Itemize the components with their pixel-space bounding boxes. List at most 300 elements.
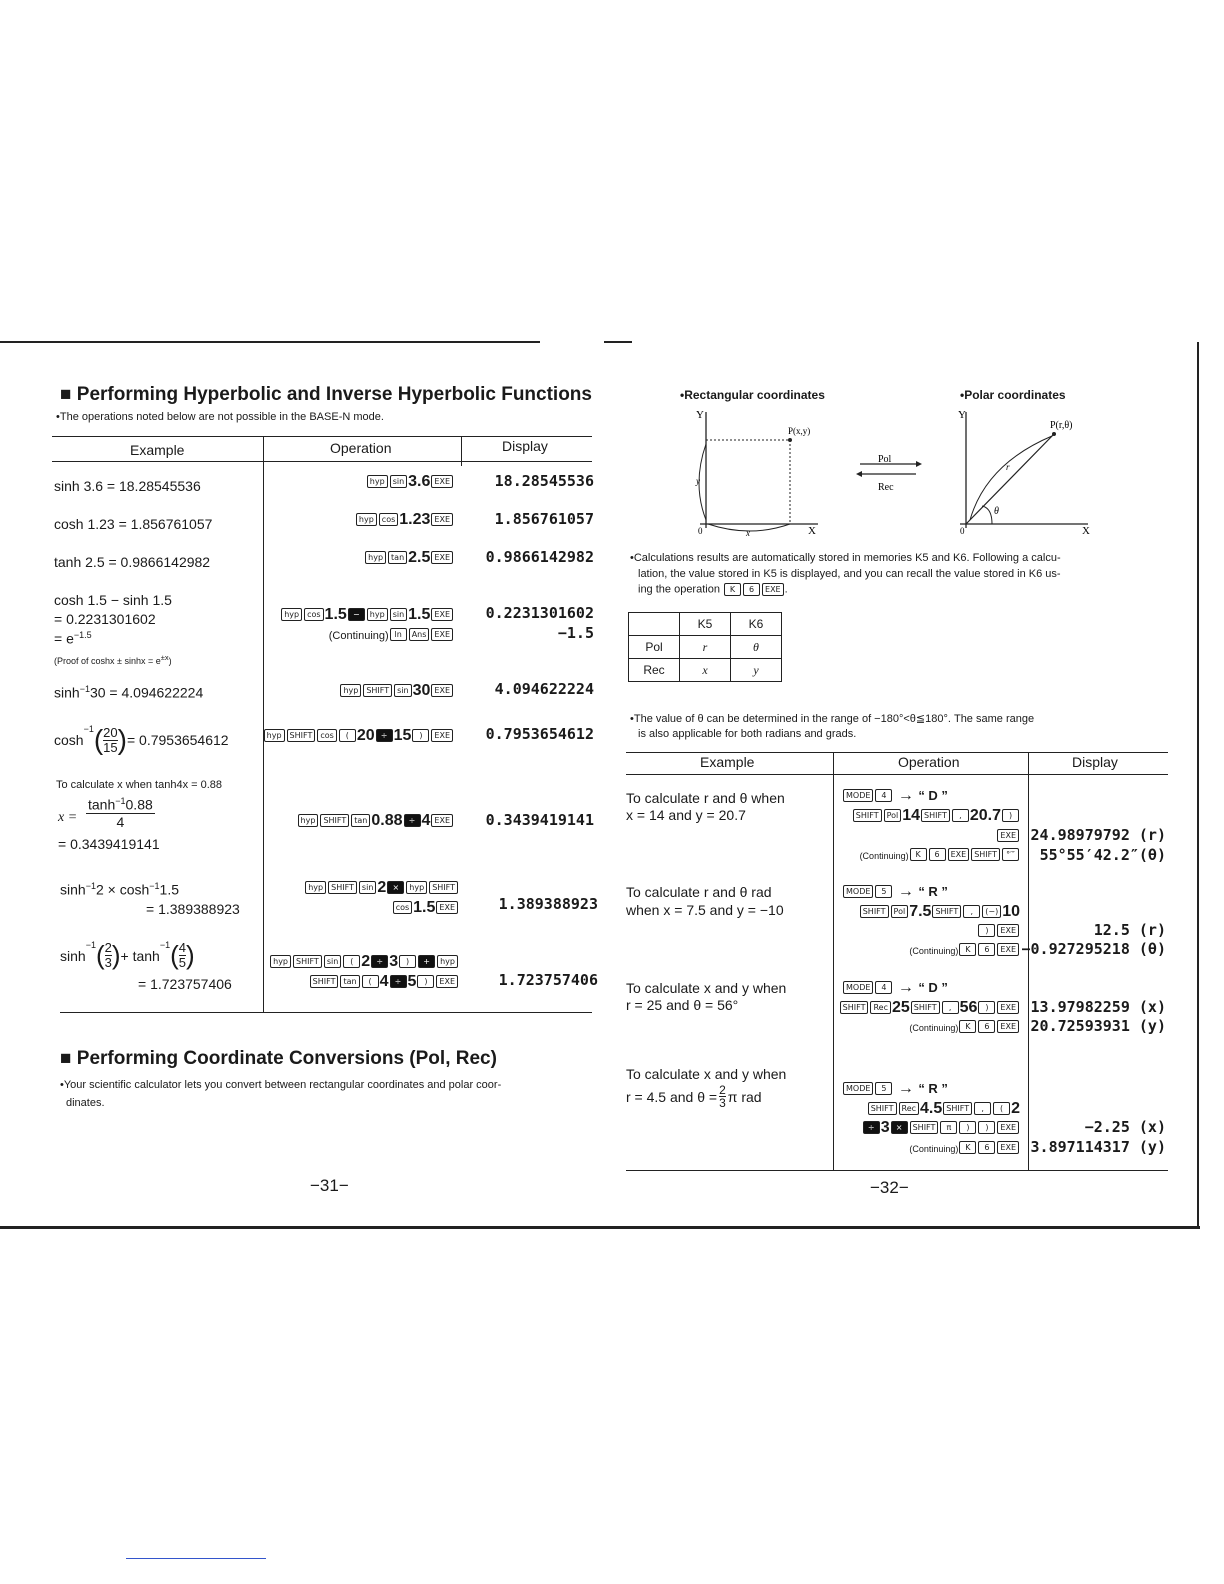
memory-note-3: ing the operation K 6 EXE . bbox=[638, 583, 788, 596]
rex2-display2: −0.927295218 (θ) bbox=[1021, 940, 1166, 958]
exe-key: EXE bbox=[431, 513, 453, 526]
rex2-op-mode: MODE 5 → “ R ” bbox=[842, 883, 948, 901]
row3-op-value: 2.5 bbox=[408, 549, 431, 566]
row4-continuing-label: (Continuing) bbox=[328, 630, 389, 642]
rex4-op-v2: 2 bbox=[1011, 1100, 1020, 1117]
rex2-line2: when x = 7.5 and y = −10 bbox=[626, 902, 784, 918]
row5-tail: 30 = 4.094622224 bbox=[89, 684, 204, 701]
row4-display1: 0.2231301602 bbox=[485, 604, 594, 622]
open-paren-key: ( bbox=[362, 975, 379, 988]
left-table-bottom-rule bbox=[60, 1012, 592, 1013]
row4-example-line3 bbox=[54, 630, 92, 647]
bottom-rule bbox=[0, 1226, 1200, 1229]
rex1-op-v2: 20.7 bbox=[969, 807, 1001, 824]
shift-key: SHIFT bbox=[911, 1001, 940, 1014]
close-paren-key: ) bbox=[412, 729, 429, 742]
rect-x-label: x bbox=[746, 528, 750, 538]
row9-fraction1 bbox=[105, 941, 112, 970]
row9-op-v2: 3 bbox=[389, 953, 399, 970]
six-key: 6 bbox=[743, 583, 760, 596]
rex1-continuing: (Continuing) bbox=[859, 851, 909, 861]
row9-paren-open1: ( bbox=[95, 940, 105, 970]
shift-key: SHIFT bbox=[943, 1102, 972, 1115]
row9-inv1: −1 bbox=[85, 940, 96, 950]
row6-fn: cosh bbox=[54, 732, 84, 748]
rex2-line1: To calculate r and θ rad bbox=[626, 884, 772, 900]
tan-key: tan bbox=[351, 814, 370, 827]
polar-x-axis-label: X bbox=[1082, 525, 1090, 537]
right-page-number: −32− bbox=[870, 1178, 909, 1197]
row9-inv2: −1 bbox=[159, 940, 171, 950]
pol-arrow-label: Pol bbox=[878, 454, 892, 465]
tan-key: tan bbox=[388, 551, 407, 564]
row4-example-exp: −1.5 bbox=[73, 630, 92, 640]
rex4-op-v1: 4.5 bbox=[920, 1100, 943, 1117]
rex4-mode-display: “ R ” bbox=[918, 1081, 948, 1096]
open-paren-key: ( bbox=[993, 1102, 1010, 1115]
exe-key: EXE bbox=[431, 628, 453, 641]
right-table-vrule-2 bbox=[1028, 752, 1029, 1170]
theta-range-note-2: is also applicable for both radians and grads. bbox=[638, 728, 857, 740]
row7-op-value2: 4 bbox=[421, 812, 431, 829]
row9-display: 1.723757406 bbox=[498, 971, 598, 989]
six-key: 6 bbox=[978, 943, 995, 956]
polar-coords-title: •Polar coordinates bbox=[960, 388, 1066, 402]
rex2-op-line3 bbox=[977, 922, 1020, 940]
row5-display: 4.094622224 bbox=[494, 680, 594, 698]
left-heading-2 bbox=[60, 1048, 497, 1070]
row9-frac1-num: 2 bbox=[104, 940, 112, 955]
rex4-display1: −2.25 (x) bbox=[1084, 1118, 1166, 1136]
left-col-operation: Operation bbox=[330, 440, 392, 456]
row8-operation-line1 bbox=[304, 879, 459, 897]
row4-proof-exp: ±x bbox=[160, 653, 169, 662]
row6-op-value1: 20 bbox=[356, 727, 375, 744]
top-rule-left bbox=[0, 341, 540, 343]
rex1-op-line2 bbox=[852, 807, 1020, 825]
five-key: 5 bbox=[875, 1082, 892, 1095]
rex3-display1: 13.97982259 (x) bbox=[1030, 998, 1166, 1016]
row7-frac-arg: 0.88 bbox=[125, 796, 153, 813]
ln-key: ln bbox=[390, 628, 407, 641]
row3-display: 0.9866142982 bbox=[485, 548, 594, 566]
bottom-underline bbox=[126, 1558, 266, 1559]
exe-key: EXE bbox=[431, 814, 453, 827]
exe-key: EXE bbox=[997, 1020, 1019, 1033]
open-paren-key: ( bbox=[339, 729, 356, 742]
memory-table bbox=[628, 612, 782, 682]
exe-key: EXE bbox=[436, 975, 458, 988]
rex2-mode-display: “ R ” bbox=[918, 884, 948, 899]
row7-operation bbox=[297, 812, 454, 830]
row5-operation bbox=[339, 682, 454, 700]
row7-op-value1: 0.88 bbox=[371, 812, 403, 829]
mode-key: MODE bbox=[843, 885, 873, 898]
row8-display: 1.389388923 bbox=[498, 895, 598, 913]
rex3-display2: 20.72593931 (y) bbox=[1030, 1017, 1166, 1035]
rex3-mode-display: “ D ” bbox=[918, 980, 948, 995]
rec-arrow-label: Rec bbox=[878, 482, 894, 493]
shift-key: SHIFT bbox=[971, 848, 1000, 861]
row7-result: = 0.3439419141 bbox=[58, 836, 160, 852]
left-heading-text: Performing Hyperbolic and Inverse Hyperbolic Functions bbox=[76, 384, 592, 405]
row9-paren-close2: ) bbox=[186, 940, 195, 970]
row9-fn1: sinh bbox=[60, 947, 86, 964]
left-table-vrule-2 bbox=[461, 436, 462, 466]
polar-origin-label: 0 bbox=[960, 526, 965, 536]
left-heading bbox=[60, 384, 592, 406]
rect-x-axis-label: X bbox=[808, 525, 816, 537]
rex3-line1: To calculate x and y when bbox=[626, 980, 787, 996]
row4-display2: −1.5 bbox=[557, 624, 594, 642]
row6-close-paren: ) bbox=[117, 724, 127, 755]
cos-key: cos bbox=[317, 729, 336, 742]
k-key: K bbox=[724, 583, 741, 596]
hyp-key: hyp bbox=[437, 955, 458, 968]
sin-key: sin bbox=[390, 475, 407, 488]
comma-key: , bbox=[942, 1001, 959, 1014]
row5-example bbox=[54, 684, 203, 701]
rect-y-axis-label: Y bbox=[696, 409, 704, 421]
six-key: 6 bbox=[978, 1020, 995, 1033]
row4-operation bbox=[280, 606, 454, 624]
hyp-key: hyp bbox=[356, 513, 377, 526]
rex4-fraction bbox=[719, 1084, 726, 1109]
top-rule-mid bbox=[604, 341, 632, 343]
memory-note-1: •Calculations results are automatically stored in memories K5 and K6. Following a calcu- bbox=[630, 552, 1061, 564]
sin-key: sin bbox=[324, 955, 341, 968]
row7-display: 0.3439419141 bbox=[485, 811, 594, 829]
pol-rec-arrows bbox=[854, 446, 924, 496]
row8-inv2: −1 bbox=[149, 881, 160, 891]
six-key: 6 bbox=[929, 848, 946, 861]
multiply-key: × bbox=[891, 1121, 908, 1134]
hyp-key: hyp bbox=[340, 684, 361, 697]
four-key: 4 bbox=[875, 789, 892, 802]
rex4-op-line3 bbox=[862, 1119, 1020, 1137]
exe-key: EXE bbox=[431, 608, 453, 621]
rex1-op-v1: 14 bbox=[902, 807, 921, 824]
row6-frac-den: 15 bbox=[103, 739, 118, 755]
left-table-head-rule bbox=[52, 461, 592, 462]
minus-key: − bbox=[348, 608, 365, 621]
row8-fn1: sinh bbox=[60, 881, 86, 898]
row9-plus: + tanh bbox=[120, 947, 160, 964]
row5-inv: −1 bbox=[79, 684, 90, 694]
pi-key: π bbox=[940, 1121, 957, 1134]
memory-table-k5: K5 bbox=[680, 613, 731, 636]
mode-key: MODE bbox=[843, 1082, 873, 1095]
right-edge-rule bbox=[1197, 342, 1199, 1226]
k-key: K bbox=[910, 848, 927, 861]
multiply-key: × bbox=[387, 881, 404, 894]
memory-note-3-text: ing the operation bbox=[638, 583, 720, 596]
left-col-display: Display bbox=[502, 438, 548, 454]
shift-key: SHIFT bbox=[293, 955, 322, 968]
k-key: K bbox=[959, 943, 976, 956]
memory-table-k6: K6 bbox=[731, 613, 782, 636]
exe-key: EXE bbox=[997, 1001, 1019, 1014]
left-heading-2-text: Performing Coordinate Conversions (Pol, Rec) bbox=[76, 1048, 497, 1069]
exe-key: EXE bbox=[431, 684, 453, 697]
row2-example: cosh 1.23 = 1.856761057 bbox=[54, 516, 213, 532]
row6-example bbox=[54, 724, 229, 756]
row2-display: 1.856761057 bbox=[494, 510, 594, 528]
pol-key: Pol bbox=[891, 905, 909, 918]
row9-frac1-den: 3 bbox=[104, 955, 112, 970]
exe-key: EXE bbox=[997, 1121, 1019, 1134]
sin-key: sin bbox=[359, 881, 376, 894]
rex4-op-line4 bbox=[909, 1139, 1020, 1157]
close-paren-key: ) bbox=[978, 924, 995, 937]
row3-example: tanh 2.5 = 0.9866142982 bbox=[54, 554, 211, 570]
rex2-op-v1: 7.5 bbox=[909, 903, 932, 920]
rex3-line2: r = 25 and θ = 56° bbox=[626, 997, 739, 1013]
rex4-op-line2 bbox=[867, 1100, 1020, 1118]
row8-result: = 1.389388923 bbox=[146, 901, 240, 917]
row8-mid: 2 × cosh bbox=[95, 881, 150, 898]
six-key: 6 bbox=[978, 1141, 995, 1154]
rex1-mode-display: “ D ” bbox=[918, 788, 948, 803]
row8-tail: 1.5 bbox=[159, 881, 180, 898]
rex4-line2-tail: π rad bbox=[727, 1088, 762, 1105]
row8-example bbox=[60, 881, 179, 898]
row8-operation-line2 bbox=[392, 899, 459, 917]
right-col-example: Example bbox=[700, 754, 755, 770]
rex2-continuing: (Continuing) bbox=[909, 946, 959, 956]
row1-example: sinh 3.6 = 18.28545536 bbox=[54, 478, 201, 494]
shift-key: SHIFT bbox=[310, 975, 339, 988]
close-paren-key: ) bbox=[417, 975, 434, 988]
row4-example-line1: cosh 1.5 − sinh 1.5 bbox=[54, 592, 172, 608]
row9-paren-open2: ( bbox=[170, 940, 179, 970]
rec-key: Rec bbox=[899, 1102, 920, 1115]
row6-frac-num: 20 bbox=[103, 724, 118, 740]
rex3-continuing: (Continuing) bbox=[909, 1023, 959, 1033]
polar-theta-label: θ bbox=[994, 506, 999, 517]
left-note: •The operations noted below are not possible in the BASE-N mode. bbox=[56, 411, 384, 423]
hyp-key: hyp bbox=[367, 608, 388, 621]
k-key: K bbox=[959, 1141, 976, 1154]
row9-frac2-num: 4 bbox=[178, 940, 187, 955]
close-paren-key: ) bbox=[978, 1121, 995, 1134]
rec-key: Rec bbox=[870, 1001, 891, 1014]
shift-key: SHIFT bbox=[860, 905, 889, 918]
rex1-op-mode: MODE 4 → “ D ” bbox=[842, 787, 948, 805]
hyp-key: hyp bbox=[281, 608, 302, 621]
row2-op-value: 1.23 bbox=[399, 511, 431, 528]
divide-key: ÷ bbox=[371, 955, 388, 968]
row9-operation-line1 bbox=[269, 953, 459, 971]
polar-point-label: P(r,θ) bbox=[1050, 420, 1073, 431]
rex4-line2 bbox=[626, 1084, 762, 1109]
memory-table-rec-k6: y bbox=[731, 659, 782, 682]
rex4-display2: 3.897114317 (y) bbox=[1030, 1138, 1166, 1156]
rect-coords-title: •Rectangular coordinates bbox=[680, 388, 825, 402]
row9-op-v3: 4 bbox=[379, 973, 389, 990]
close-paren-key: ) bbox=[399, 955, 416, 968]
right-col-operation: Operation bbox=[898, 754, 960, 770]
rectangular-diagram bbox=[690, 404, 840, 538]
left-page-number: −31− bbox=[310, 1176, 349, 1195]
pol-key: Pol bbox=[884, 809, 902, 822]
row4-proof-text: (Proof of coshx ± sinhx = e bbox=[54, 656, 161, 666]
left-table-vrule-1 bbox=[263, 436, 264, 1012]
row7-frac-num bbox=[86, 796, 155, 814]
sin-key: sin bbox=[394, 684, 411, 697]
bullet-square-icon: ■ bbox=[60, 1048, 72, 1069]
memory-note-2: lation, the value stored in K5 is displayed, and you can recall the value stored in K6 us- bbox=[638, 568, 1061, 580]
row7-frac-fn: tanh bbox=[88, 796, 116, 813]
polar-r-label: r bbox=[1006, 462, 1010, 472]
memory-table-rec-k5: x bbox=[680, 659, 731, 682]
close-paren-key: ) bbox=[978, 1001, 995, 1014]
rex4-frac-num: 2 bbox=[719, 1083, 726, 1097]
comma-key: , bbox=[974, 1102, 991, 1115]
row9-operation-line2 bbox=[309, 973, 459, 991]
right-col-display: Display bbox=[1072, 754, 1118, 770]
right-table-head-rule bbox=[626, 774, 1168, 775]
degree-key: °′″ bbox=[1002, 848, 1019, 861]
row1-display: 18.28545536 bbox=[494, 472, 594, 490]
tan-key: tan bbox=[340, 975, 359, 988]
exe-key: EXE bbox=[997, 943, 1019, 956]
left-col-example: Example bbox=[130, 442, 185, 458]
rex2-op-line4 bbox=[909, 941, 1020, 959]
row5-op-value: 30 bbox=[412, 682, 431, 699]
hyp-key: hyp bbox=[365, 551, 386, 564]
shift-key: SHIFT bbox=[932, 905, 961, 918]
rex1-op-line3 bbox=[996, 827, 1020, 845]
row4-proof-end: ) bbox=[168, 656, 172, 666]
memory-table-rec: Rec bbox=[629, 659, 680, 682]
rex3-op-line2 bbox=[839, 999, 1020, 1017]
shift-key: SHIFT bbox=[840, 1001, 869, 1014]
row6-operation bbox=[263, 727, 454, 745]
shift-key: SHIFT bbox=[287, 729, 316, 742]
divide-key: ÷ bbox=[376, 729, 393, 742]
left-note-2b: dinates. bbox=[66, 1097, 105, 1109]
exe-key: EXE bbox=[948, 848, 970, 861]
hyp-key: hyp bbox=[298, 814, 319, 827]
negative-key: (−) bbox=[982, 905, 1001, 918]
hyp-key: hyp bbox=[264, 729, 285, 742]
cos-key: cos bbox=[393, 901, 412, 914]
row6-display: 0.7953654612 bbox=[485, 725, 594, 743]
shift-key: SHIFT bbox=[363, 684, 392, 697]
row8-op-value1: 2 bbox=[377, 879, 387, 896]
exe-key: EXE bbox=[431, 551, 453, 564]
row4-op-value1: 1.5 bbox=[324, 606, 347, 623]
close-paren-key: ) bbox=[1002, 809, 1019, 822]
exe-key: EXE bbox=[997, 924, 1019, 937]
row9-result: = 1.723757406 bbox=[138, 976, 232, 992]
row6-tail: = 0.7953654612 bbox=[126, 732, 229, 748]
row7-example-line1: To calculate x when tanh4x = 0.88 bbox=[56, 779, 223, 791]
row8-inv1: −1 bbox=[85, 881, 96, 891]
row9-fraction2 bbox=[179, 941, 186, 970]
shift-key: SHIFT bbox=[320, 814, 349, 827]
divide-key: ÷ bbox=[863, 1121, 880, 1134]
exe-key: EXE bbox=[431, 729, 453, 742]
row2-operation bbox=[355, 511, 454, 529]
rex3-op-line3 bbox=[909, 1018, 1020, 1036]
row7-frac-den: 4 bbox=[116, 813, 125, 830]
row9-op-v1: 2 bbox=[361, 953, 371, 970]
row3-operation bbox=[364, 549, 454, 567]
mode-key: MODE bbox=[843, 981, 873, 994]
row8-op-value2: 1.5 bbox=[413, 899, 436, 916]
memory-table-pol: Pol bbox=[629, 636, 680, 659]
rex2-op-v2: 10 bbox=[1002, 903, 1020, 920]
shift-key: SHIFT bbox=[910, 1121, 939, 1134]
row6-inv: −1 bbox=[83, 724, 94, 734]
row4-proof bbox=[54, 653, 172, 666]
rect-y-label: y bbox=[696, 476, 700, 486]
shift-key: SHIFT bbox=[868, 1102, 897, 1115]
rex4-op-v3: 3 bbox=[880, 1119, 890, 1136]
row6-fraction bbox=[103, 726, 117, 755]
polar-y-axis-label: Y bbox=[958, 409, 966, 421]
exe-key: EXE bbox=[762, 583, 784, 596]
theta-range-note-1: •The value of θ can be determined in the range of −180°<θ≦180°. The same range bbox=[630, 713, 1035, 725]
open-paren-key: ( bbox=[343, 955, 360, 968]
rect-origin-label: 0 bbox=[698, 526, 703, 536]
exe-key: EXE bbox=[431, 475, 453, 488]
row7-frac-inv: −1 bbox=[115, 796, 126, 806]
divide-key: ÷ bbox=[404, 814, 421, 827]
plus-key: + bbox=[418, 955, 435, 968]
cos-key: cos bbox=[379, 513, 398, 526]
rex2-display1: 12.5 (r) bbox=[1093, 921, 1166, 939]
row4-example-e: = e bbox=[54, 630, 74, 647]
shift-key: SHIFT bbox=[853, 809, 882, 822]
row1-operation bbox=[366, 473, 454, 491]
row9-paren-close1: ) bbox=[111, 940, 121, 970]
rex3-op-mode: MODE 4 → “ D ” bbox=[842, 979, 948, 997]
k-key: K bbox=[959, 1020, 976, 1033]
shift-key: SHIFT bbox=[429, 881, 458, 894]
rex4-op-mode: MODE 5 → “ R ” bbox=[842, 1080, 948, 1098]
cos-key: cos bbox=[304, 608, 323, 621]
polar-diagram bbox=[956, 404, 1096, 538]
sin-key: sin bbox=[390, 608, 407, 621]
exe-key: EXE bbox=[997, 829, 1019, 842]
divide-key: ÷ bbox=[390, 975, 407, 988]
rex3-op-v2: 56 bbox=[959, 999, 978, 1016]
shift-key: SHIFT bbox=[921, 809, 950, 822]
row4-continuing bbox=[329, 626, 454, 644]
right-table-vrule-1 bbox=[833, 752, 834, 1170]
rex3-op-v1: 25 bbox=[892, 999, 910, 1016]
rex1-display2: 55°55′42.2″(θ) bbox=[1039, 846, 1166, 864]
rex1-op-line4 bbox=[860, 846, 1020, 864]
right-table-bottom-rule bbox=[626, 1170, 1168, 1171]
close-paren-key: ) bbox=[959, 1121, 976, 1134]
comma-key: , bbox=[963, 905, 980, 918]
bullet-square-icon: ■ bbox=[60, 384, 72, 405]
four-key: 4 bbox=[875, 981, 892, 994]
rex4-line2-text: r = 4.5 and θ = bbox=[626, 1088, 718, 1105]
five-key: 5 bbox=[875, 885, 892, 898]
exe-key: EXE bbox=[436, 901, 458, 914]
hyp-key: hyp bbox=[406, 881, 427, 894]
row9-op-v4: 5 bbox=[407, 973, 417, 990]
hyp-key: hyp bbox=[305, 881, 326, 894]
rect-point-label: P(x,y) bbox=[788, 426, 811, 436]
rex1-display1: 24.98979792 (r) bbox=[1030, 826, 1166, 844]
rex4-continuing: (Continuing) bbox=[909, 1144, 959, 1154]
